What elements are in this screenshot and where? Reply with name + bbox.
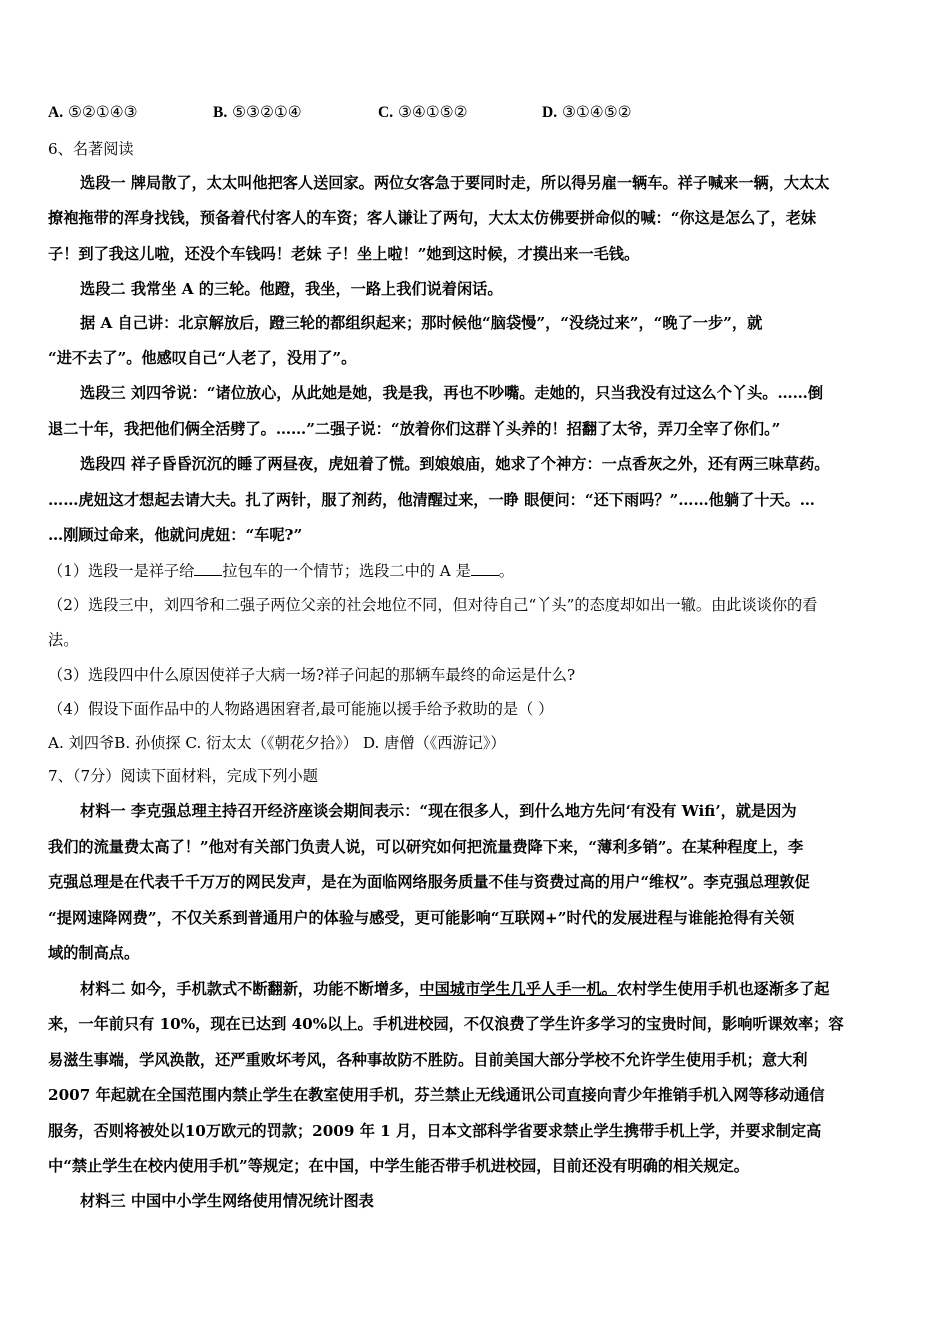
answer-blank <box>471 561 499 576</box>
excerpt-2-line-3: “进不去了”。他感叹自己“人老了，没用了”。 <box>48 349 357 367</box>
question-6-heading: 6、名著阅读 <box>48 140 134 158</box>
excerpt-4-line-2: ……虎妞这才想起去请大夫。扎了两针，服了剂药，他清醒过来，一睁 眼便问：“还下雨吗？”……他躺了十天。… <box>48 491 815 509</box>
excerpt-1-line-3: 子！到了我这儿啦，还没个车钱吗！老妹 子！坐上啦！”她到这时候，才摸出来一毛钱。 <box>48 245 640 263</box>
excerpt-3-line-1: 选段三 刘四爷说：“诸位放心，从此她是她，我是我，再也不吵嘴。走她的，只当我没有过这么个丫头。……倒 <box>80 384 824 402</box>
sub-question-3: （3）选段四中什么原因使祥子大病一场?祥子问起的那辆车最终的命运是什么? <box>48 666 576 684</box>
material-2-line-1: 材料二 如今，手机款式不断翻新，功能不断增多，中国城市学生几乎人手一机。农村学生使用手机也逐渐多了起 <box>80 980 830 998</box>
material-1-line-3: 克强总理是在代表千千万万的网民发声，是在为面临网络服务质量不佳与资费过高的用户“维权”。李克强总理敦促 <box>48 873 810 891</box>
material-3-title: 材料三 中国中小学生网络使用情况统计图表 <box>80 1192 374 1210</box>
material-2-line-2: 来，一年前只有 10%，现在已达到 40%以上。手机进校园，不仅浪费了学生许多学习的宝贵时间，影响听课效率；容 <box>48 1015 844 1033</box>
sub-question-2-line-1: （2）选段三中，刘四爷和二强子两位父亲的社会地位不同，但对待自己“丫头”的态度却如出一辙。由此谈谈你的看 <box>48 596 818 614</box>
excerpt-4-line-1: 选段四 祥子昏昏沉沉的睡了两昼夜，虎妞着了慌。到娘娘庙，她求了个神方：一点香灰之外，还有两三味草药。 <box>80 455 830 473</box>
excerpt-3-line-2: 退二十年，我把他们俩全活劈了。……”二强子说：“放着你们这群丫头养的！招翻了太爷，弄刀全宰了你们。” <box>48 420 781 438</box>
excerpt-2-line-2: 据 A 自己讲：北京解放后，蹬三轮的都组织起来；那时候他“脑袋慢”，“没绕过来”，“晚了一步”，就 <box>80 314 763 332</box>
material-2-line-5: 服务，否则将被处以10万欧元的罚款；2009 年 1 月，日本文部科学省要求禁止学生携带手机上学，并要求制定高 <box>48 1122 822 1140</box>
material-1-line-4: “提网速降网费”，不仅关系到普通用户的体验与感受，更可能影响“互联网+”时代的发展进程与谁能抢得有关领 <box>48 909 795 927</box>
material-1-line-1: 材料一 李克强总理主持召开经济座谈会期间表示：“现在很多人，到什么地方先问‘有没有 Wifi’，就是因为 <box>80 802 797 820</box>
material-1-line-2: 我们的流量费太高了！”他对有关部门负责人说，可以研究如何把流量费降下来，“薄利多销”。在某种程度上，李 <box>48 838 804 856</box>
excerpt-1-line-2: 撩袍拖带的浑身找钱，预备着代付客人的车资；客人谦让了两句，大太太仿佛要拼命似的喊：“你这是怎么了，老妹 <box>48 209 817 227</box>
material-2-line-4: 2007 年起就在全国范围内禁止学生在教室使用手机，芬兰禁止无线通讯公司直接向青少年推销手机入网等移动通信 <box>48 1086 825 1104</box>
sub-question-2-line-2: 法。 <box>48 631 79 649</box>
material-2-line-3: 易滋生事端，学风涣散，还严重败坏考风，各种事故防不胜防。目前美国大部分学校不允许学生使用手机；意大利 <box>48 1051 808 1069</box>
sub-question-4: （4）假设下面作品中的人物路遇困窘者,最可能施以援手给予救助的是（ ） <box>48 700 554 718</box>
answer-blank <box>194 561 222 576</box>
excerpt-2-line-1: 选段二 我常坐 A 的三轮。他蹬，我坐，一路上我们说着闲话。 <box>80 280 503 298</box>
option-d: D. ③①④⑤② <box>542 103 632 121</box>
material-1-line-5: 域的制高点。 <box>48 944 140 962</box>
sub-question-4-options: A. 刘四爷B. 孙侦探 C. 衍太太（《朝花夕拾》） D. 唐僧（《西游记》） <box>48 734 506 752</box>
underlined-sentence: 中国城市学生几乎人手一机。 <box>419 980 617 998</box>
option-b: B. ⑤③②①④ <box>213 103 302 121</box>
option-a: A. ⑤②①④③ <box>48 103 138 121</box>
excerpt-4-line-3: …刚顾过命来，他就问虎妞：“车呢?” <box>48 526 303 544</box>
material-2-line-6: 中“禁止学生在校内使用手机”等规定；在中国，中学生能否带手机进校园，目前还没有明确的相关规定。 <box>48 1157 749 1175</box>
excerpt-1-line-1: 选段一 牌局散了，太太叫他把客人送回家。两位女客急于要同时走，所以得另雇一辆车。祥子喊来一辆，大太太 <box>80 174 830 192</box>
sub-question-1: （1）选段一是祥子给 拉包车的一个情节；选段二中的 A 是 。 <box>48 562 514 580</box>
question-7-heading: 7、（7分）阅读下面材料，完成下列小题 <box>48 767 318 785</box>
option-c: C. ③④①⑤② <box>378 103 468 121</box>
